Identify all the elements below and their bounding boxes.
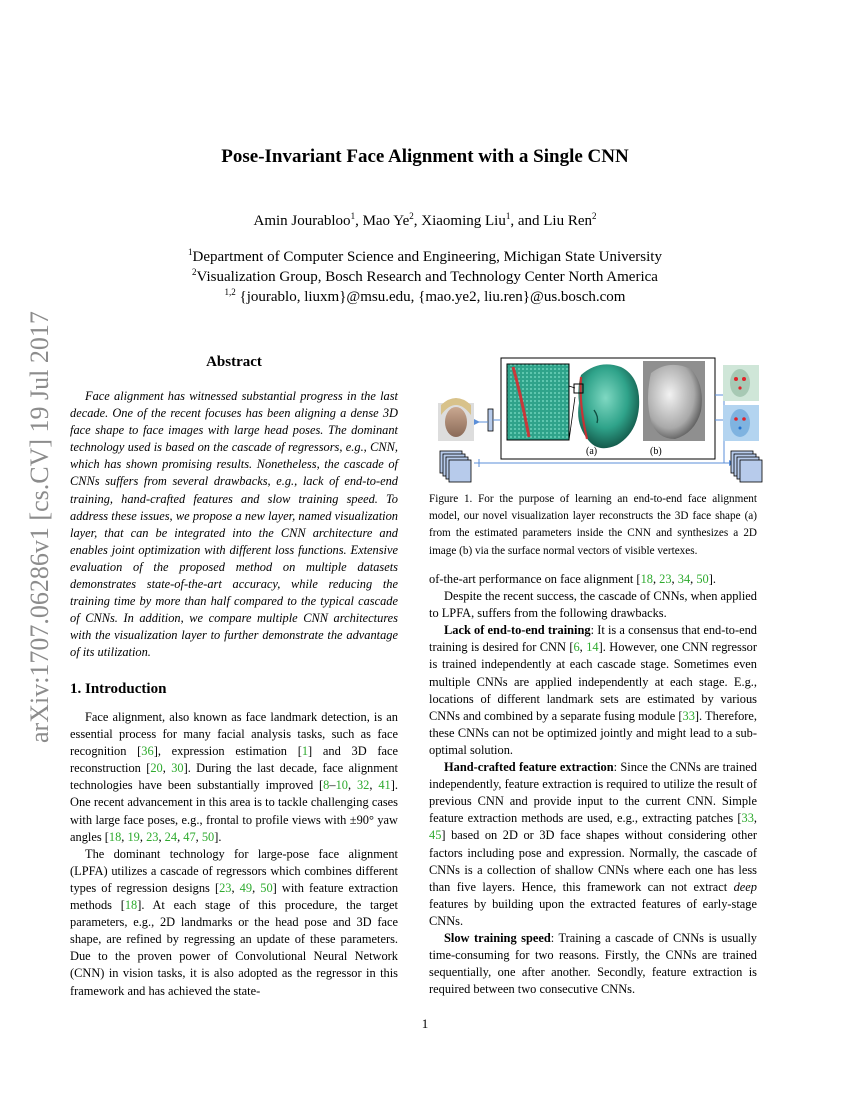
citation-link[interactable]: 18: [124, 898, 138, 913]
subfigure-label-a: (a): [586, 446, 598, 457]
abstract-body: [70, 388, 398, 662]
separator: ,: [413, 213, 422, 229]
text: ,: [347, 778, 357, 793]
text: ,: [139, 829, 147, 844]
text: ,: [652, 572, 660, 586]
citation-link[interactable]: 34: [677, 572, 691, 586]
citation-link[interactable]: 49: [239, 880, 253, 895]
text: ,: [671, 572, 678, 586]
citation-link[interactable]: 36: [141, 744, 154, 759]
author-emails: [0, 287, 850, 307]
affiliation-1: [0, 247, 850, 267]
cnn-block-stack-output: [731, 451, 762, 482]
arxiv-identifier: arXiv:1707.06286v1 [cs.CV] 19 Jul 2017: [25, 311, 54, 743]
mesh-zoom-inset: [507, 364, 569, 440]
affiliation-mark: 2: [592, 211, 597, 221]
affiliation-mark: 1: [505, 211, 511, 221]
paragraph: [70, 846, 398, 1000]
text: ].: [708, 572, 716, 586]
abstract-text: Face alignment has witnessed substantial progress in the last decade. One of the recent focuses has been aligning a dense 3D face shape to face images with large head poses. The dominant technology used is based on the cascade of regressors, e.g., CNN, which has shown promising results. Nonetheless, the cascade of CNNs suffers from several drawbacks, e.g., lack of end-to-end training, hand-crafted features and slow training speed. To address these issues, we propose a new layer, named visualization layer, that can be integrated into the CNN architecture and enables joint optimization with different loss functions. Extensive evaluation of the proposed method on multiple datasets demonstrates state-of-the-art accuracy, while reducing the training time by more than half compared to the typical cascade of CNNs. In addition, we compare multiple CNN architectures with the visualization layer to further demonstrate the advantage of its utilization.: [70, 389, 398, 660]
abstract-heading: Abstract: [206, 354, 262, 370]
separator: , and: [510, 213, 544, 229]
paragraph: [429, 930, 757, 998]
text: ,: [231, 880, 240, 895]
text: ,: [690, 572, 697, 586]
text: features by building upon the extracted features of early-stage CNNs.: [429, 896, 757, 928]
output-face-landmarks: [723, 365, 759, 441]
text: ] with feature extraction methods [: [70, 880, 399, 913]
figure-1-caption: Figure 1. For the purpose of learning an end-to-end face alignment model, our novel visualization layer reconstructs the 3D face shape (a) from the estimated parameters inside the CNN and synthesizes a 2D image (b) via the surface normal vectors of visible vertexes.: [429, 493, 757, 557]
citation-link[interactable]: 6: [573, 640, 580, 655]
citation-link[interactable]: 23: [146, 829, 159, 844]
text: ,: [162, 761, 172, 776]
paragraph: [70, 709, 398, 846]
author-name: Amin Jourabloo: [253, 213, 351, 229]
citation-link[interactable]: 33: [741, 811, 754, 826]
paragraph-lead-heading: Lack of end-to-end training: [444, 623, 591, 638]
citation-link[interactable]: 8: [323, 778, 330, 793]
affiliation-text: Department of Computer Science and Engineering, Michigan State University: [192, 249, 662, 265]
citation-link[interactable]: 33: [682, 708, 695, 723]
paragraph: [429, 759, 757, 930]
text: : Training a cascade of CNNs is usually time-consuming for two reasons. Firstly, the CNNs are trained sequentially, one after another. Secondly, feature extraction is required between two consecutive CNNs.: [429, 930, 757, 997]
email-text: {jourablo, liuxm}@msu.edu, {mao.ye2, liu.ren}@us.bosch.com: [235, 289, 626, 305]
page-number: 1: [421, 1016, 429, 1031]
synthesized-2d-image: [643, 361, 705, 441]
citation-link[interactable]: 18: [108, 829, 122, 844]
text: ] based on 2D or 3D face shapes without considering other factors including pose and expression. Normally, the cascade of CNNs is a collection of shallow CNNs where each one has less than five layers. Hence, this framework can not extract: [429, 828, 757, 894]
text: ,: [252, 880, 261, 895]
author-name: Mao Ye: [362, 213, 410, 229]
author-name: Xiaoming Liu: [421, 213, 506, 229]
citation-link[interactable]: 50: [696, 572, 709, 586]
text: ]. Therefore, these CNNs can not be optimized jointly and might lead to a sub-optimal solution.: [429, 708, 757, 757]
introduction-body: [70, 709, 398, 1000]
text: Face alignment, also known as face landmark detection, is an essential process for many facial analysis tasks, such as face recognition [: [70, 710, 398, 759]
citation-link[interactable]: 47: [183, 829, 196, 844]
citation-link[interactable]: 20: [150, 761, 163, 776]
text: : Since the CNNs are trained independently, feature extraction is required to utilize the result of previous CNN and provide input to the current CNN. Simple feature extraction methods are used, e.g., extracting patches [: [429, 760, 758, 826]
text: ,: [369, 778, 379, 793]
citation-link[interactable]: 14: [586, 640, 599, 655]
affiliation-mark: 2: [192, 267, 197, 277]
citation-link[interactable]: 45: [429, 828, 442, 843]
figure-1: [429, 355, 769, 490]
text: ]. One recent advancement in this area is to tackle challenging cases with large face poses, e.g., frontal to profile views with ±90° yaw angles [: [70, 778, 398, 844]
text: ]. At each stage of this procedure, the target parameters, e.g., 2D landmarks or the head pose and 3D face shape, are refined by regressing an update of these parameters. Due to the proven power of Convolutional Neural Network (CNN) in vision tasks, it is also adopted as the regressor in this framework and has achieved the state-: [70, 898, 398, 998]
citation-link[interactable]: 24: [164, 829, 178, 844]
affiliation-mark: 1: [188, 247, 193, 257]
author-list: [0, 213, 850, 230]
author-name: Liu Ren: [543, 213, 592, 229]
affiliation-2: [0, 267, 850, 287]
text: ,: [158, 829, 165, 844]
citation-link[interactable]: 32: [356, 778, 370, 793]
citation-link[interactable]: 19: [127, 829, 140, 844]
text: ] and 3D face reconstruction [: [70, 744, 399, 776]
paragraph: [429, 571, 757, 588]
input-face-image: [438, 398, 474, 441]
affiliation-mark: 1,2: [224, 287, 236, 297]
citation-link[interactable]: 1: [301, 744, 309, 759]
citation-link[interactable]: 50: [260, 880, 273, 895]
text: The dominant technology for large-pose face alignment (LPFA) utilizes a cascade of regressors which combines different types of regression designs [: [70, 846, 398, 895]
text: ]. During the last decade, face alignment technologies have been substantially improved [: [70, 761, 399, 793]
paragraph: Despite the recent success, the cascade of CNNs, when applied to LPFA, suffers from the following drawbacks.: [429, 589, 757, 621]
paragraph-lead-heading: Slow training speed: [444, 930, 551, 945]
affiliation-text: Visualization Group, Bosch Research and Technology Center North America: [196, 269, 658, 285]
text: ,: [121, 829, 128, 844]
text: ,: [753, 811, 757, 826]
emphasis: deep: [733, 879, 757, 894]
section-heading-introduction: 1. Introduction: [70, 681, 167, 697]
paragraph-lead-heading: Hand-crafted feature extraction: [444, 760, 614, 775]
subfigure-label-b: (b): [650, 446, 662, 457]
text: ,: [579, 640, 587, 655]
paper-title: Pose-Invariant Face Alignment with a Single CNN: [221, 146, 629, 167]
text: ,: [195, 829, 202, 844]
affiliation-mark: 1: [350, 211, 356, 221]
text: ]. However, one CNN regressor is trained independently at each cascade stage. Sometimes even multiple CNNs are applied independently at each stage. E.g., locations of different landmark sets are estimated by various CNNs and combined by a separate fusing module [: [429, 640, 758, 723]
affiliation-mark: 2: [409, 211, 414, 221]
text: ], expression estimation [: [153, 744, 302, 759]
figure-1-graphic: [429, 355, 769, 490]
citation-link[interactable]: 30: [171, 761, 184, 776]
cnn-block-stack-input: [440, 451, 471, 482]
text: –: [329, 778, 336, 793]
feature-vector-layer: [488, 409, 493, 431]
text: ,: [177, 829, 184, 844]
text: ].: [214, 829, 222, 844]
citation-link[interactable]: 50: [201, 829, 215, 844]
paragraph: [429, 622, 757, 759]
citation-link[interactable]: 18: [640, 572, 653, 586]
citation-link[interactable]: 23: [659, 572, 672, 586]
text: of-the-art performance on face alignment [: [429, 572, 641, 586]
right-column-body: [429, 571, 757, 998]
citation-link[interactable]: 23: [219, 880, 232, 895]
arrow-head-icon: [474, 419, 480, 425]
separator: ,: [355, 213, 363, 229]
text: : It is a consensus that end-to-end training is desired for CNN [: [429, 623, 757, 655]
citation-link[interactable]: 10: [335, 778, 348, 793]
citation-link[interactable]: 41: [378, 778, 391, 793]
